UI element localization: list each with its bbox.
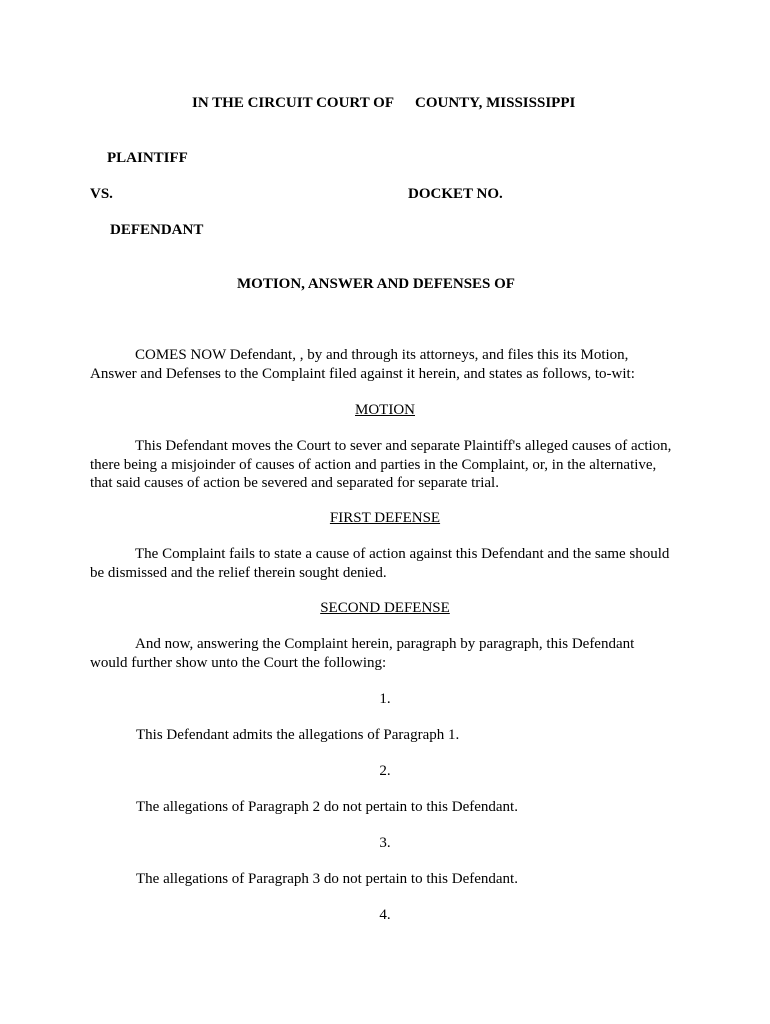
court-heading-left: IN THE CIRCUIT COURT OF bbox=[192, 95, 395, 111]
second-defense-line-1: And now, answering the Complaint herein, paragraph by paragraph, this Defendant bbox=[135, 636, 635, 652]
defendant-label: DEFENDANT bbox=[110, 222, 204, 238]
second-defense-line-2: would further show unto the Court the following: bbox=[90, 654, 387, 671]
paragraph-text-2: The allegations of Paragraph 2 do not pertain to this Defendant. bbox=[136, 799, 518, 815]
paragraph-text-1: This Defendant admits the allegations of Paragraph 1. bbox=[136, 727, 460, 743]
paragraph-number-4: 4. bbox=[379, 907, 391, 923]
motion-paragraph bbox=[90, 437, 690, 493]
paragraph-number-2: 2. bbox=[379, 763, 391, 779]
paragraph-text-3: The allegations of Paragraph 3 do not pertain to this Defendant. bbox=[136, 871, 518, 887]
paragraph-number-1: 1. bbox=[379, 691, 391, 707]
intro-paragraph bbox=[90, 346, 690, 383]
intro-line-2: Answer and Defenses to the Complaint filed against it herein, and states as follows, to-wit: bbox=[90, 365, 635, 382]
first-defense-line-1: The Complaint fails to state a cause of action against this Defendant and the same should bbox=[135, 546, 670, 562]
second-defense-heading: SECOND DEFENSE bbox=[320, 600, 450, 616]
motion-line-3: that said causes of action be severed and separated for separate trial. bbox=[90, 475, 499, 491]
first-defense-paragraph bbox=[90, 545, 690, 582]
motion-line-1: This Defendant moves the Court to sever and separate Plaintiff's alleged causes of action, bbox=[135, 438, 672, 454]
first-defense-line-2: be dismissed and the relief therein sought denied. bbox=[90, 564, 387, 581]
plaintiff-label: PLAINTIFF bbox=[107, 150, 188, 166]
docket-number-label: DOCKET NO. bbox=[408, 186, 503, 202]
intro-line-1: COMES NOW Defendant, , by and through its attorneys, and files this its Motion, bbox=[135, 347, 629, 363]
second-defense-paragraph bbox=[90, 635, 690, 672]
motion-heading: MOTION bbox=[355, 402, 415, 418]
paragraph-number-3: 3. bbox=[379, 835, 391, 851]
motion-line-2: there being a misjoinder of causes of action and parties in the Complaint, or, in the alternative, bbox=[90, 456, 657, 473]
document-title: MOTION, ANSWER AND DEFENSES OF bbox=[237, 276, 515, 292]
court-heading-right: COUNTY, MISSISSIPPI bbox=[415, 95, 576, 111]
first-defense-heading: FIRST DEFENSE bbox=[329, 510, 441, 526]
versus-label: VS. bbox=[90, 186, 113, 202]
